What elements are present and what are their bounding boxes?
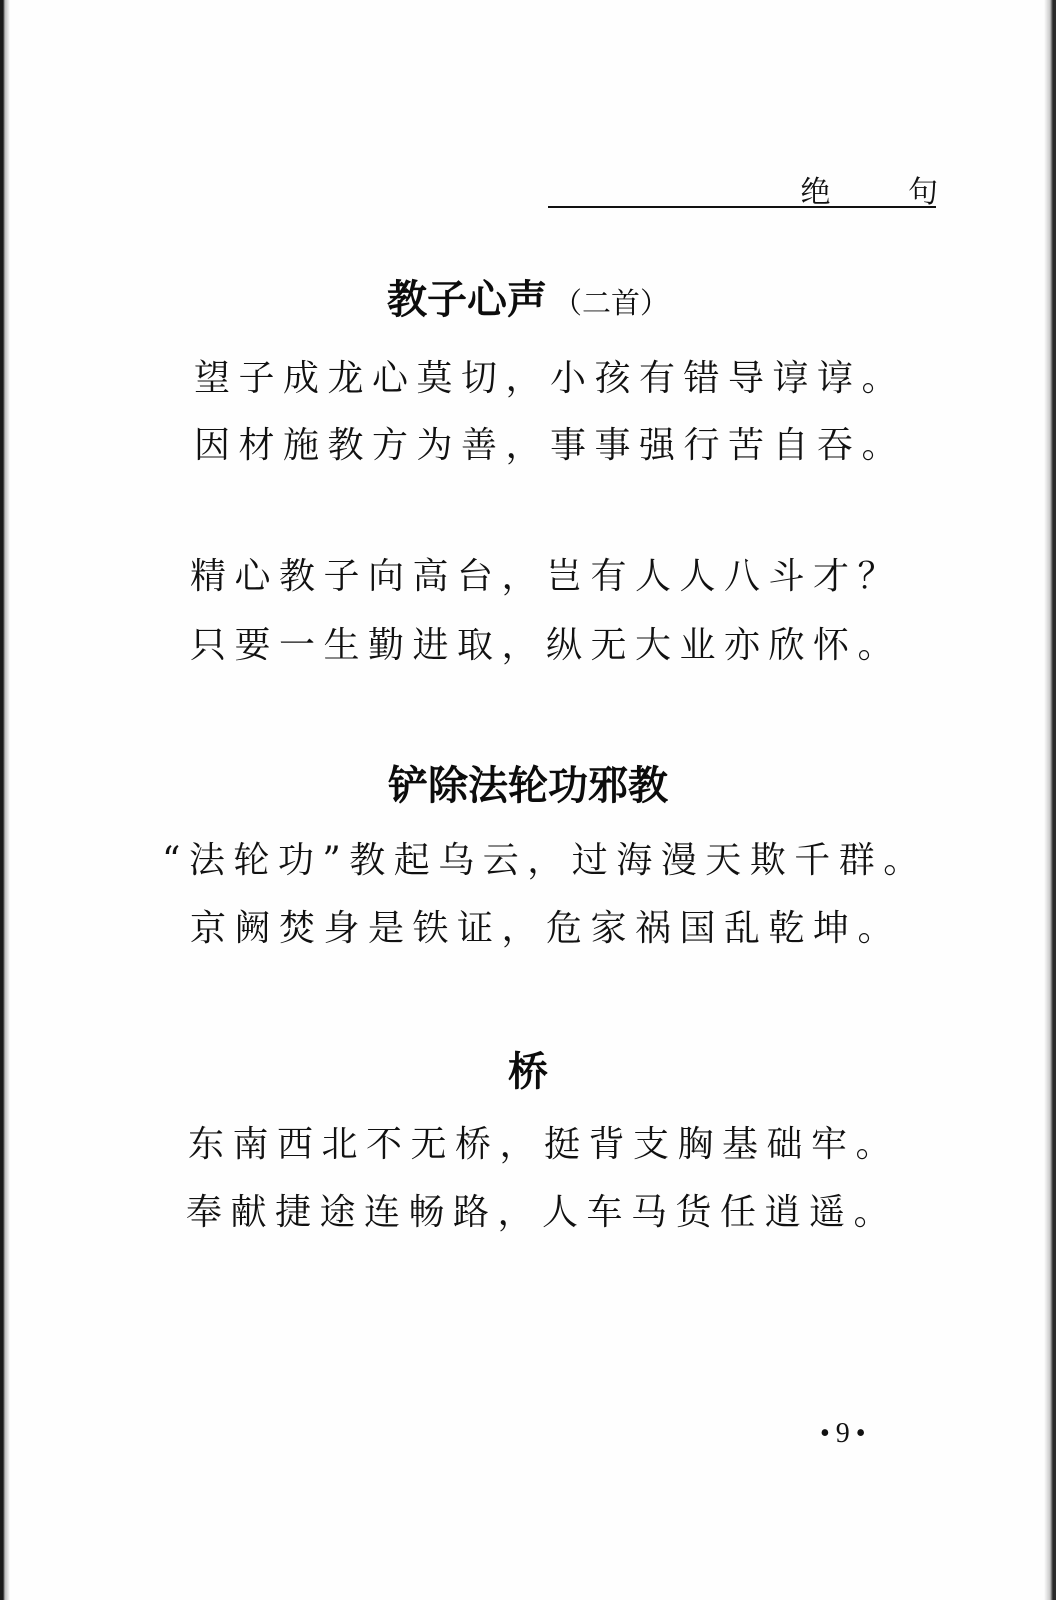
- page-number: •9•: [820, 1418, 872, 1449]
- poem-title-3: [0, 1040, 1056, 1097]
- poem-title-text: 教子心声: [386, 277, 547, 323]
- running-header: 绝 句: [800, 175, 972, 210]
- poem-line: 奉献捷途连畅路，人车马货任逍遥。: [186, 1192, 899, 1233]
- poem-title-2: [0, 754, 1056, 811]
- poem-line: 京阙焚身是铁证，危家祸国乱乾坤。: [190, 908, 903, 949]
- poem-line: “法轮功”教起乌云，过海漫天欺千群。: [162, 840, 928, 881]
- header-rule: [548, 206, 936, 208]
- poem-line: 东南西北不无桥，挺背支胸基础牢。: [188, 1124, 901, 1165]
- poem-title-text: 铲除法轮功邪教: [388, 763, 668, 809]
- poem-title-text: 桥: [508, 1049, 548, 1095]
- poem-subtitle: （二首）: [552, 286, 669, 320]
- poem-line: 精心教子向高台，岂有人人八斗才？: [190, 556, 903, 597]
- poem-line: 因材施教方为善，事事强行苦自吞。: [194, 425, 907, 466]
- poem-title-1: [0, 268, 1056, 325]
- poem-line: 只要一生勤进取，纵无大业亦欣怀。: [190, 625, 903, 666]
- poem-line: 望子成龙心莫切，小孩有错导谆谆。: [194, 358, 907, 399]
